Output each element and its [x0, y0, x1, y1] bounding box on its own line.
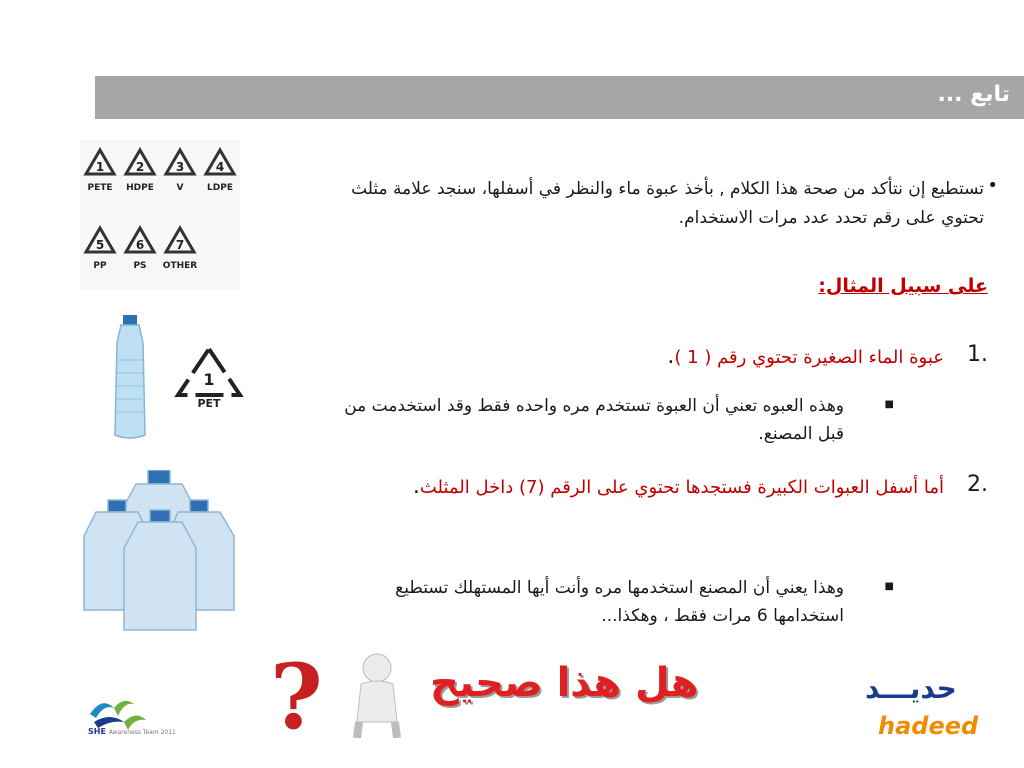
- example-heading: على سبيل المثال:: [818, 275, 988, 297]
- item1-number: 1.: [967, 342, 988, 367]
- recycle-6-num: 6: [135, 238, 145, 252]
- recycle-5-icon: [86, 228, 114, 271]
- item1-main: عبوة الماء الصغيرة تحتوي رقم ( 1 ): [674, 347, 944, 368]
- recycle-2-icon: [126, 150, 154, 193]
- she-sub: Awareness Team 2011: [108, 729, 176, 736]
- slide-title: تابع ...: [937, 82, 1010, 107]
- item1-sub-text: وهذه العبوه تعني أن العبوة تستخدم مره واحده فقط وقد استخدمت من قبل المصنع.: [344, 396, 844, 444]
- recycle-6-icon: [126, 228, 154, 271]
- recycle-5-label: PP: [93, 261, 107, 271]
- recycle-4-num: 4: [215, 160, 225, 174]
- hadeed-logo-arabic: حديـــد: [865, 672, 957, 705]
- pet-label: PET: [197, 397, 221, 410]
- recycle-codes-grid: [80, 140, 240, 290]
- item2-number: 2.: [967, 472, 988, 497]
- intro-paragraph: تستطيع إن نتأكد من صحة هذا الكلام , بأخذ عبوة ماء والنظر في أسفلها، سنجد علامة مثلث تحتوي على رقم تحدد عدد مرات الاستخدام.: [351, 179, 984, 228]
- question-mark-icon: ?: [270, 644, 323, 738]
- recycle-5-num: 5: [95, 238, 105, 252]
- she-logo-text: [88, 727, 176, 736]
- slogan-text: هل هذا صحيح: [430, 660, 699, 706]
- title-bar: [95, 76, 1024, 119]
- item2-sub-bullet: ■: [884, 581, 894, 592]
- pet-recycle-icon: [172, 345, 247, 410]
- item1-sub-bullet: ■: [884, 399, 894, 410]
- recycle-1-icon: [86, 150, 114, 193]
- recycle-4-icon: [206, 150, 234, 193]
- recycle-3-num: 3: [175, 160, 185, 174]
- recycle-7-label: OTHER: [162, 261, 198, 271]
- item1-dot: .: [667, 344, 675, 369]
- pet-num: 1: [203, 370, 215, 389]
- recycle-7-icon: [163, 228, 197, 271]
- item2-text: [364, 470, 944, 505]
- item2-sub-text: وهذا يعني أن المصنع استخدمها مره وأنت أيها المستهلك تستطيع استخدامها 6 مرات فقط ، وهكذا...: [395, 578, 844, 626]
- hadeed-logo-english: hadeed: [878, 712, 979, 740]
- recycle-3-icon: [166, 150, 194, 193]
- item1-text: [484, 342, 944, 373]
- recycle-1-label: PETE: [87, 183, 113, 193]
- intro-bullet: •: [987, 175, 998, 196]
- question-mark-figure: [265, 638, 435, 738]
- recycle-4-label: LDPE: [207, 183, 233, 193]
- large-bottles-image: [78, 470, 243, 635]
- recycle-2-num: 2: [135, 160, 145, 174]
- recycle-1-num: 1: [95, 160, 105, 174]
- recycle-7-num: 7: [175, 238, 185, 252]
- recycle-codes-image: [80, 140, 240, 290]
- recycle-2-label: HDPE: [126, 183, 154, 193]
- she-label: SHE: [88, 727, 106, 736]
- recycle-6-label: PS: [133, 261, 147, 271]
- item2-main: أما أسفل العبوات الكبيرة فستجدها تحتوي على الرقم (7) داخل المثلث: [419, 477, 944, 498]
- item2-dot: .: [412, 474, 420, 499]
- small-bottle-image: [105, 315, 155, 440]
- recycle-3-label: V: [176, 183, 184, 193]
